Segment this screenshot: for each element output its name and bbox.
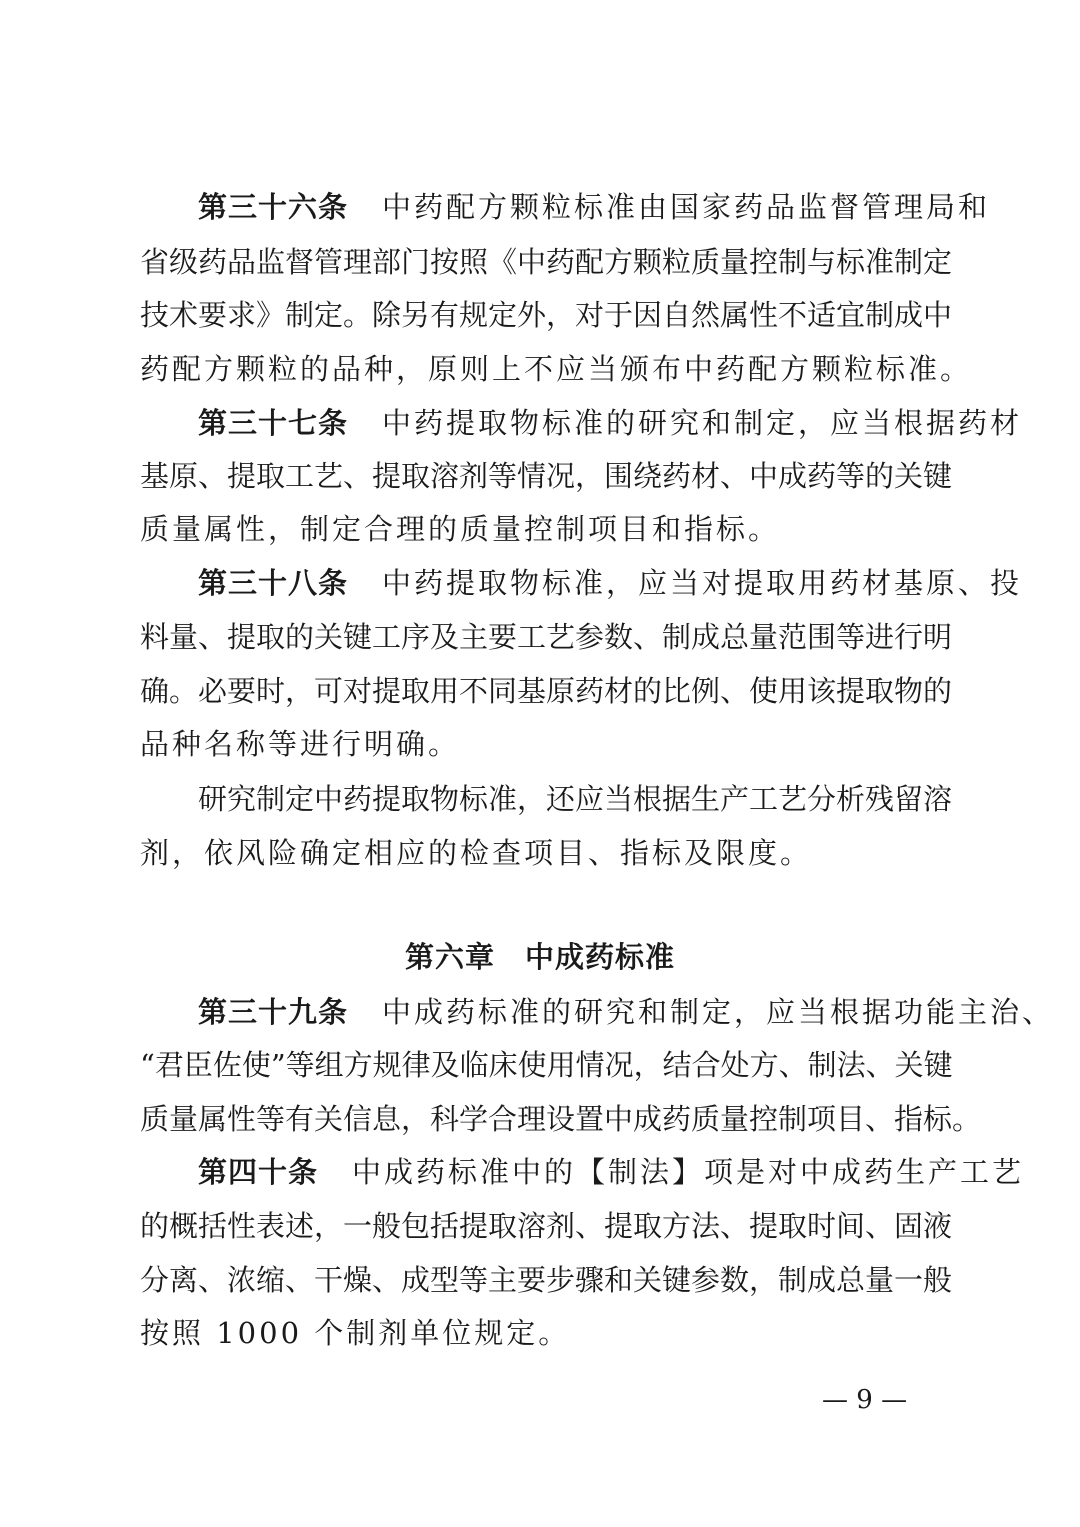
- article-40-line-2: 的概括性表述，一般包括提取溶剂、提取方法、提取时间、固液: [140, 1209, 953, 1243]
- article-36-line-2: 省级药品监督管理部门按照《中药配方颗粒质量控制与标准制定: [140, 245, 953, 279]
- article-40-line-3: 分离、浓缩、干燥、成型等主要步骤和关键参数，制成总量一般: [140, 1263, 953, 1297]
- article-37-text: 中药提取物标准的研究和制定，应当根据药材: [382, 406, 1023, 440]
- article-36-line-3: 技术要求》制定。除另有规定外，对于因自然属性不适宜制成中: [140, 298, 953, 332]
- chapter-title: 中成药标准: [525, 940, 676, 974]
- article-38-line-2: 料量、提取的关键工序及主要工艺参数、制成总量范围等进行明: [140, 620, 953, 654]
- article-38-line-1: [198, 556, 1023, 610]
- article-38-para-2-line-2: 剂，依风险确定相应的检查项目、指标及限度。: [140, 836, 813, 870]
- article-40-text: 中成药标准中的【制法】项是对中成药生产工艺: [352, 1155, 1025, 1189]
- article-39-text: 中成药标准的研究和制定，应当根据功能主治、: [382, 995, 1055, 1029]
- article-39-label: 第三十九条: [198, 995, 349, 1029]
- article-39-line-2: “君臣佐使”等组方规律及临床使用情况，结合处方、制法、关键: [140, 1048, 953, 1082]
- article-39-line-3: 质量属性等有关信息，科学合理设置中成药质量控制项目、指标。: [140, 1102, 982, 1136]
- article-40-label: 第四十条: [198, 1155, 319, 1189]
- article-39-line-1: [198, 985, 1055, 1039]
- article-37-line-1: [198, 396, 1023, 450]
- article-37-line-2: 基原、提取工艺、提取溶剂等情况，围绕药材、中成药等的关键: [140, 459, 953, 493]
- article-36-line-1: [198, 180, 991, 234]
- article-37-line-3: 质量属性，制定合理的质量控制项目和指标。: [140, 512, 781, 546]
- chapter-number: 第六章: [404, 940, 495, 974]
- article-36-label: 第三十六条: [198, 190, 349, 224]
- article-38-text: 中药提取物标准，应当对提取用药材基原、投: [382, 566, 1023, 600]
- article-37-label: 第三十七条: [198, 406, 349, 440]
- article-38-label: 第三十八条: [198, 566, 349, 600]
- page-number: — 9 —: [822, 1385, 908, 1415]
- article-40-line-1: [198, 1145, 1025, 1199]
- article-36-line-4: 药配方颗粒的品种，原则上不应当颁布中药配方颗粒标准。: [140, 352, 973, 386]
- article-40-line-4: 按照 1000 个制剂单位规定。: [140, 1316, 571, 1350]
- article-36-text: 中药配方颗粒标准由国家药品监督管理局和: [382, 190, 991, 224]
- article-38-para-2-line-1: 研究制定中药提取物标准，还应当根据生产工艺分析残留溶: [198, 782, 953, 816]
- article-38-line-3: 确。必要时，可对提取用不同基原药材的比例、使用该提取物的: [140, 674, 953, 708]
- chapter-heading: [0, 930, 1080, 984]
- article-38-line-4: 品种名称等进行明确。: [140, 727, 461, 761]
